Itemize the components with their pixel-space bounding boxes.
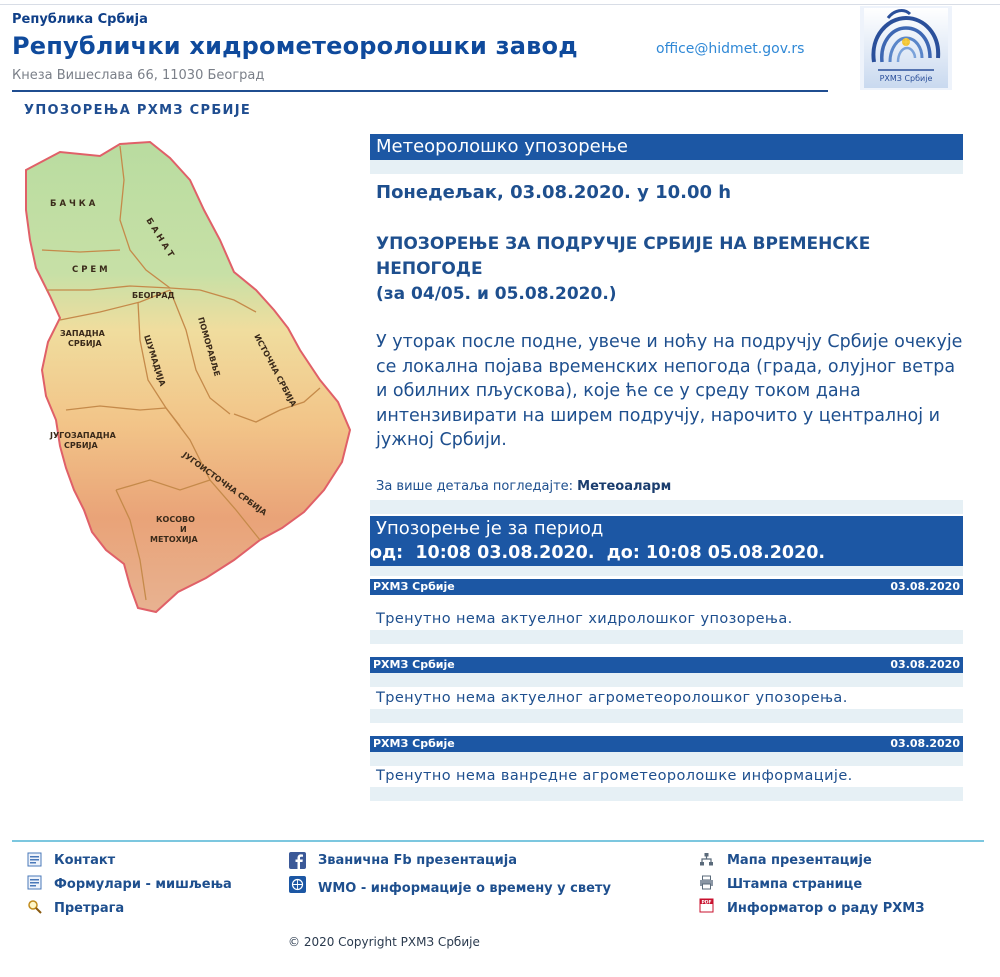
notice-source: РХМЗ Србије (373, 580, 455, 593)
site-header (12, 10, 828, 92)
footer-forms-link[interactable]: Формулари - мишљења (54, 877, 232, 892)
strip (370, 709, 963, 723)
map-label-jugozapadna-2: СРБИЈА (64, 441, 98, 450)
warning-headline (376, 232, 961, 307)
notice-date: 03.08.2020 (890, 737, 960, 750)
footer-facebook-link[interactable]: Званична Fb презентација (318, 853, 517, 868)
map-label-srem: С Р Е М (72, 265, 108, 275)
warning-date: Понедељак, 03.08.2020. у 10.00 h (376, 182, 732, 203)
serbia-regions-map[interactable] (20, 140, 356, 616)
notice-date: 03.08.2020 (890, 658, 960, 671)
map-label-istocna: ИСТОЧНА СРБИЈА (252, 332, 299, 409)
footer-print-link[interactable]: Штампа странице (727, 877, 863, 892)
meteo-warning-bar (370, 134, 963, 160)
warning-headline-line1: УПОЗОРЕЊЕ ЗА ПОДРУЧЈЕ СРБИЈЕ НА ВРЕМЕНСКЕ (376, 234, 871, 254)
forms-icon[interactable] (27, 875, 42, 890)
agro-info-text: Тренутно нема ванредне агрометеоролошке информације. (376, 768, 853, 784)
details-line (376, 479, 671, 494)
footer-informator-link[interactable]: Информатор о раду РХМЗ (727, 901, 925, 916)
strip (370, 630, 963, 644)
strip (370, 752, 963, 766)
sitemap-icon[interactable] (699, 852, 714, 867)
agro-notice-text: Тренутно нема актуелног агрометеоролошког упозорења. (376, 690, 848, 706)
agro-notice-bar (370, 657, 963, 673)
strip (370, 160, 963, 174)
period-title: Упозорење је за период (376, 518, 604, 539)
notice-source: РХМЗ Србије (373, 737, 455, 750)
map-label-sumadija: ШУМАДИЈА (142, 333, 168, 388)
warning-headline-line2: НЕПОГОДЕ (376, 259, 483, 279)
map-label-jugoistocna: ЈУГОИСТОЧНА СРБИЈА (180, 450, 269, 518)
pdf-icon-label: PDF (701, 900, 712, 906)
address-text: Кнеза Вишеслава 66, 11030 Београд (12, 68, 265, 83)
top-border (0, 4, 1000, 5)
notice-source: РХМЗ Србије (373, 658, 455, 671)
institute-title[interactable]: Републички хидрометеоролошки завод (12, 32, 578, 60)
map-label-zapadna-1: ЗАПАДНА (60, 329, 105, 338)
map-label-kosovo-3: МЕТОХИЈА (150, 535, 198, 544)
email-link[interactable]: office@hidmet.gov.rs (656, 41, 805, 57)
footer-divider (12, 840, 984, 842)
warning-body: У уторак после подне, увече и ноћу на подручју Србије очекује се локална појава временских непогода (града, олујног ветра и обилних пљускова), које ће се у среду током дана интензивирати на ширем подручју, нарочито у централној и јужној Србији. (376, 332, 963, 450)
agro-info-bar (370, 736, 963, 752)
footer-sitemap-link[interactable]: Мапа презентације (727, 853, 872, 868)
strip (370, 500, 963, 514)
pdf-icon[interactable] (699, 898, 714, 913)
footer-wmo-link[interactable]: WMO - информације о времену у свету (318, 881, 611, 896)
meteoalarm-link[interactable]: Метеоаларм (577, 479, 672, 494)
strip (370, 673, 963, 687)
meteo-warning-title: Метеоролошко упозорење (376, 136, 628, 157)
notice-date: 03.08.2020 (890, 580, 960, 593)
wmo-icon[interactable] (289, 876, 306, 893)
hydro-notice-text: Тренутно нема актуелног хидролошког упозорења. (376, 611, 793, 627)
map-label-kosovo-2: И (180, 525, 187, 534)
print-icon[interactable] (699, 875, 714, 890)
map-label-jugozapadna-1: ЈУГОЗАПАДНА (50, 431, 116, 440)
strip (370, 566, 963, 576)
period-range: од: 10:08 03.08.2020. до: 10:08 05.08.2020. (370, 543, 826, 563)
map-label-backa: Б А Ч К А (50, 199, 96, 209)
map-label-pomoravlje: ПОМОРАВЉЕ (196, 316, 222, 378)
footer-contact-link[interactable]: Контакт (54, 853, 116, 868)
logo-text: РХМЗ Србије (879, 74, 933, 83)
details-prefix: За више детаља погледајте: (376, 479, 578, 494)
map-label-beograd: БЕОГРАД (132, 291, 175, 300)
period-bar (370, 516, 963, 566)
map-label-kosovo-1: КОСОВО (156, 515, 195, 524)
facebook-icon[interactable] (289, 852, 306, 869)
republic-label: Република Србија (12, 12, 148, 27)
copyright: © 2020 Copyright РХМЗ Србије (288, 935, 480, 949)
map-label-zapadna-2: СРБИЈА (68, 339, 102, 348)
section-title: УПОЗОРЕЊА РХМЗ СРБИЈЕ (24, 103, 252, 118)
footer-search-link[interactable]: Претрага (54, 901, 125, 916)
contact-icon[interactable] (27, 852, 42, 867)
map-label-banat: Б А Н А Т (143, 216, 176, 260)
rhmz-logo[interactable] (860, 6, 952, 90)
hydro-notice-bar (370, 579, 963, 595)
warning-headline-line3: (за 04/05. и 05.08.2020.) (376, 284, 617, 304)
strip (370, 787, 963, 801)
search-icon[interactable] (27, 899, 42, 914)
